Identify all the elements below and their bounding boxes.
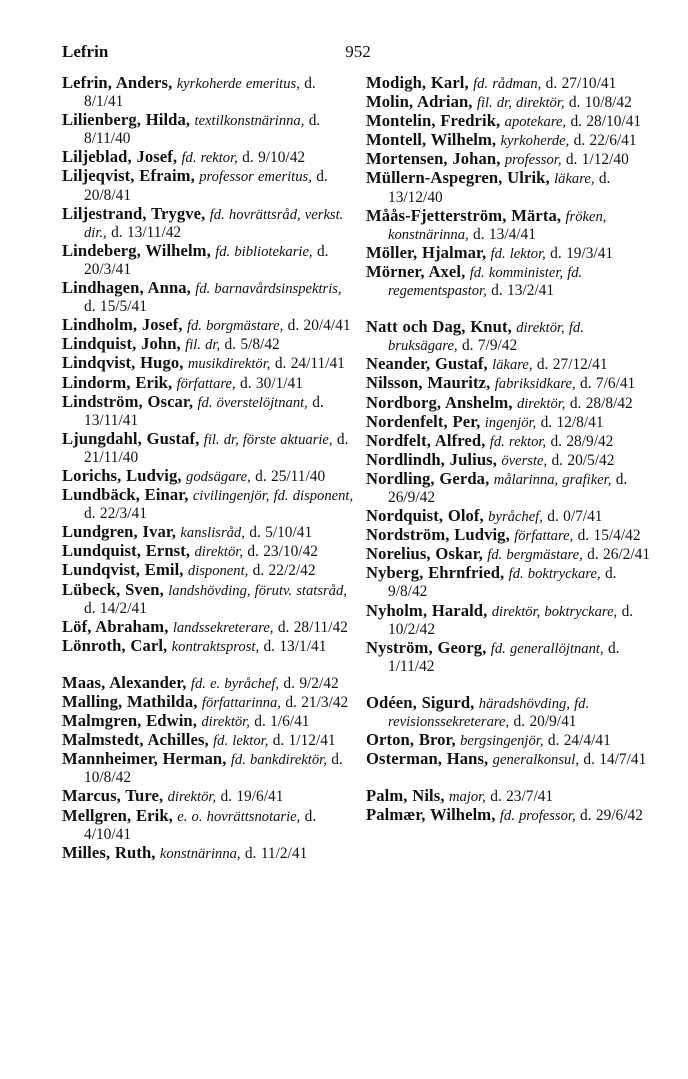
entry-title: fil. dr,	[185, 337, 221, 354]
entry-date: d. 22/3/41	[84, 505, 147, 523]
entry-date: d. 20/4/41	[287, 317, 351, 335]
obituary-entry	[62, 111, 356, 148]
entry-date: d. 30/1/41	[240, 374, 303, 392]
entry-title: överste,	[501, 452, 548, 469]
entry-title: fd. bibliotekarie,	[215, 243, 313, 260]
entry-name: Orton, Bror,	[366, 730, 456, 750]
entry-date: d. 9/10/42	[242, 149, 306, 167]
entry-title: fabriksidkare,	[494, 376, 576, 393]
entry-date: d. 20/3/41	[84, 242, 329, 278]
entry-title: författare,	[176, 375, 236, 392]
entry-title: musikdirektör,	[187, 356, 271, 373]
obituary-entry	[62, 242, 356, 279]
entry-name: Norelius, Oskar,	[366, 544, 483, 564]
obituary-entry	[366, 564, 654, 601]
entry-title: professor emeritus,	[199, 169, 312, 186]
obituary-entry	[366, 112, 654, 131]
entry-name: Marcus, Ture,	[62, 786, 164, 806]
obituary-entry	[366, 694, 654, 731]
obituary-entry	[366, 207, 654, 244]
entry-name: Lindholm, Josef,	[62, 315, 183, 335]
entry-name: Montelin, Fredrik,	[366, 111, 501, 131]
entry-title: fd. lektor,	[213, 733, 269, 750]
entry-title: kontraktsprost,	[171, 638, 260, 655]
entry-date: d. 19/3/41	[550, 244, 614, 262]
obituary-entry	[366, 526, 654, 545]
entry-title: byråchef,	[488, 509, 543, 526]
entry-date: d. 9/8/42	[388, 565, 617, 601]
entry-date: d. 5/10/41	[249, 524, 313, 542]
entry-title: kyrkoherde emeritus,	[176, 76, 300, 92]
entry-title: läkare,	[492, 357, 533, 374]
entry-title: civilingenjör, fd. disponent,	[192, 488, 354, 505]
obituary-entry	[366, 507, 654, 526]
entry-name: Nordborg, Anshelm,	[366, 392, 513, 412]
entry-date: d. 28/10/41	[570, 113, 642, 131]
entry-name: Nyström, Georg,	[366, 637, 487, 657]
entry-name: Palm, Nils,	[366, 786, 445, 806]
entry-name: Lindquist, John,	[62, 334, 181, 354]
entry-title: kanslisråd,	[180, 525, 245, 542]
entry-title: generalkonsul,	[492, 752, 580, 769]
entry-title: häradshövding, fd. revisionssekreterare,	[388, 695, 590, 730]
entry-title: fd. borgmästare,	[186, 318, 284, 335]
entry-date: d. 28/9/42	[550, 432, 614, 450]
entry-name: Palmær, Wilhelm,	[366, 805, 496, 825]
entry-name: Löf, Abraham,	[62, 616, 169, 636]
entry-name: Ljungdahl, Gustaf,	[62, 428, 200, 448]
obituary-entry	[62, 354, 356, 373]
running-head	[62, 42, 650, 64]
obituary-entry	[62, 374, 356, 393]
entry-name: Nilsson, Mauritz,	[366, 373, 491, 393]
entry-name: Liljeblad, Josef,	[62, 147, 178, 167]
entry-name: Nordfelt, Alfred,	[366, 430, 486, 450]
obituary-entry	[62, 581, 356, 618]
entry-date: d. 14/7/41	[583, 751, 647, 769]
entry-name: Nyholm, Harald,	[366, 600, 488, 620]
entry-date: d. 20/5/42	[551, 451, 615, 469]
entry-title: professor,	[504, 152, 562, 169]
entry-title: disponent,	[187, 563, 249, 580]
entry-date: d. 28/8/42	[569, 394, 633, 412]
entry-name: Lorichs, Ludvig,	[62, 465, 182, 485]
page-number: 952	[345, 42, 371, 61]
entry-name: Nyberg, Ehrnfried,	[366, 563, 505, 583]
entry-title: fil. dr, förste aktuarie,	[203, 431, 333, 448]
obituary-entry	[366, 263, 654, 300]
obituary-entry	[366, 470, 654, 507]
entry-title: fil. dr, direktör,	[476, 95, 565, 112]
entry-title: direktör,	[194, 544, 243, 561]
entry-date: d. 26/2/41	[587, 546, 651, 564]
entry-date: d. 28/11/42	[277, 618, 348, 636]
obituary-entry	[366, 318, 654, 355]
obituary-entry	[366, 432, 654, 451]
obituary-entry	[62, 674, 356, 693]
obituary-entry	[62, 731, 356, 750]
entry-title: fd. rektor,	[181, 150, 238, 167]
entry-name: Mörner, Axel,	[366, 261, 466, 281]
section-gap	[366, 676, 654, 694]
entry-title: konstnärinna,	[159, 845, 241, 862]
entry-date: d. 7/9/42	[461, 337, 518, 355]
entry-date: d. 1/12/40	[565, 151, 629, 169]
entry-title: fd. bankdirektör,	[230, 752, 327, 769]
obituary-entry	[62, 807, 356, 844]
obituary-entry	[366, 545, 654, 564]
entry-title: fd. bergmästare,	[487, 547, 583, 564]
entry-name: Lönroth, Carl,	[62, 635, 168, 655]
left-column	[62, 74, 356, 863]
entry-date: d. 10/8/42	[84, 751, 343, 787]
entry-name: Lundquist, Ernst,	[62, 541, 191, 561]
entry-name: Müllern-Aspegren, Ulrik,	[366, 168, 550, 188]
entry-date: d. 22/6/41	[573, 132, 637, 150]
entry-date: d. 8/11/40	[84, 112, 321, 148]
entry-date: d. 19/6/41	[220, 788, 284, 806]
entry-name: Odéen, Sigurd,	[366, 692, 475, 712]
entry-title: fd. barnavårdsinspektris,	[195, 281, 342, 298]
entry-name: Lundqvist, Emil,	[62, 560, 184, 580]
entry-name: Milles, Ruth,	[62, 842, 156, 862]
entry-name: Nordquist, Olof,	[366, 506, 484, 526]
entry-name: Lindström, Oscar,	[62, 391, 194, 411]
entry-date: d. 20/8/41	[84, 168, 328, 204]
entry-title: landssekreterare,	[172, 619, 274, 636]
entry-date: d. 10/8/42	[568, 94, 632, 112]
entry-name: Malmstedt, Achilles,	[62, 730, 209, 750]
entry-name: Natt och Dag, Knut,	[366, 317, 512, 337]
entry-date: d. 7/6/41	[580, 375, 636, 393]
entry-title: fd. överstelöjtnant,	[197, 394, 308, 411]
obituary-entry	[62, 844, 356, 863]
running-head-word: Lefrin	[62, 42, 109, 61]
entry-title: fd. generallöjtnant,	[490, 640, 604, 657]
entry-name: Lindqvist, Hugo,	[62, 353, 184, 373]
entry-date: d. 5/8/42	[224, 336, 280, 354]
obituary-entry	[62, 637, 356, 656]
entry-title: fröken, konstnärinna,	[388, 208, 607, 243]
entry-date: d. 22/2/42	[252, 562, 316, 580]
entry-date: d. 1/6/41	[254, 713, 310, 731]
entry-date: d. 1/12/41	[272, 732, 336, 750]
entry-title: landshövding, förutv. statsråd,	[168, 582, 347, 599]
entry-date: d. 24/11/41	[274, 355, 345, 373]
entry-date: d. 0/7/41	[547, 508, 603, 526]
entry-name: Nordling, Gerda,	[366, 468, 490, 488]
entry-name: Nordenfelt, Per,	[366, 411, 481, 431]
entry-title: godsägare,	[186, 468, 251, 485]
obituary-entry	[366, 602, 654, 639]
obituary-entry	[366, 74, 654, 93]
entry-date: d. 15/5/41	[84, 298, 147, 316]
entry-title: fd. rådman,	[473, 76, 542, 92]
entry-name: Liljeqvist, Efraim,	[62, 166, 195, 186]
entry-date: d. 13/11/42	[111, 223, 182, 241]
entry-title: fd. rektor,	[489, 433, 547, 450]
obituary-entry	[366, 806, 654, 825]
entry-name: Lindorm, Erik,	[62, 372, 173, 392]
entry-date: d. 13/4/41	[473, 225, 536, 243]
entry-date: d. 27/10/41	[545, 75, 617, 92]
entry-date: d. 21/11/40	[84, 430, 349, 466]
entry-name: Lindeberg, Wilhelm,	[62, 240, 211, 260]
obituary-entry	[366, 394, 654, 413]
obituary-entry	[62, 693, 356, 712]
entry-title: direktör,	[516, 395, 566, 412]
entry-title: e. o. hovrättsnotarie,	[177, 808, 301, 825]
entry-name: Mortensen, Johan,	[366, 149, 501, 169]
obituary-entry	[62, 750, 356, 787]
entry-title: direktör,	[167, 789, 217, 806]
entry-date: d. 23/7/41	[490, 788, 554, 806]
entry-date: d. 13/1/41	[263, 637, 327, 655]
obituary-entry	[62, 523, 356, 542]
obituary-entry	[366, 244, 654, 263]
obituary-entry	[366, 93, 654, 112]
obituary-entry	[366, 150, 654, 169]
entry-title: direktör, fd. bruksägare,	[388, 320, 584, 355]
entry-date: d. 8/1/41	[84, 75, 316, 111]
entry-name: Lefrin, Anders,	[62, 73, 173, 92]
obituary-entry	[62, 561, 356, 580]
entry-name: Måås-Fjetterström, Märta,	[366, 205, 562, 225]
entry-title: målarinna, grafiker,	[493, 471, 612, 488]
entry-title: läkare,	[554, 171, 595, 188]
obituary-entry	[62, 335, 356, 354]
entry-title: apotekare,	[504, 114, 567, 131]
entry-name: Lilienberg, Hilda,	[62, 110, 191, 130]
entry-name: Maas, Alexander,	[62, 672, 187, 692]
obituary-entry	[62, 430, 356, 467]
entry-title: textilkonstnärinna,	[194, 113, 305, 130]
entry-name: Lundgren, Ivar,	[62, 522, 177, 542]
obituary-entry	[366, 374, 654, 393]
obituary-entry	[62, 167, 356, 204]
entry-name: Lübeck, Sven,	[62, 579, 164, 599]
right-column	[366, 74, 654, 825]
section-gap	[366, 300, 654, 318]
entry-date: d. 24/4/41	[547, 732, 611, 750]
obituary-entry	[62, 205, 356, 242]
entry-date: d. 12/8/41	[540, 413, 604, 431]
obituary-entry	[366, 731, 654, 750]
entry-date: d. 15/4/42	[577, 527, 641, 545]
entry-title: bergsingenjör,	[460, 733, 544, 750]
entry-name: Malmgren, Edwin,	[62, 711, 198, 731]
obituary-entry	[62, 787, 356, 806]
entry-title: direktör, boktryckare,	[491, 603, 618, 620]
entry-title: ingenjör,	[484, 414, 537, 431]
obituary-entry	[366, 750, 654, 769]
entry-date: d. 9/2/42	[283, 674, 339, 692]
entry-date: d. 29/6/42	[579, 807, 643, 825]
entry-date: d. 13/11/41	[84, 393, 324, 429]
obituary-entry	[62, 316, 356, 335]
obituary-entry	[366, 787, 654, 806]
entry-title: författarinna,	[201, 695, 281, 711]
entry-date: d. 10/2/42	[388, 602, 634, 638]
obituary-entry	[62, 712, 356, 731]
entry-title: direktör,	[201, 714, 250, 731]
entry-date: d. 1/11/42	[388, 639, 620, 675]
entry-name: Lundbäck, Einar,	[62, 485, 189, 505]
obituary-entry	[62, 393, 356, 430]
entry-date: d. 20/9/41	[513, 713, 577, 730]
obituary-entry	[366, 131, 654, 150]
entry-date: d. 26/9/42	[388, 470, 628, 506]
entry-name: Montell, Wilhelm,	[366, 130, 497, 150]
entry-title: fd. hovrättsråd, verkst. dir.,	[84, 206, 344, 241]
entry-title: fd. komminister, fd. regementspastor,	[388, 264, 583, 300]
entry-title: fd. boktryckare,	[508, 566, 601, 583]
entry-name: Möller, Hjalmar,	[366, 242, 487, 262]
entry-title: major,	[448, 789, 486, 806]
entry-name: Osterman, Hans,	[366, 749, 489, 769]
obituary-entry	[62, 148, 356, 167]
entry-date: d. 23/10/42	[247, 543, 318, 561]
obituary-entry	[62, 467, 356, 486]
section-gap	[62, 656, 356, 674]
obituary-entry	[366, 413, 654, 432]
entry-name: Molin, Adrian,	[366, 92, 473, 112]
entry-date: d. 25/11/40	[255, 467, 326, 485]
entry-name: Lindhagen, Anna,	[62, 278, 191, 298]
entry-date: d. 14/2/41	[84, 599, 147, 617]
obituary-entry	[366, 169, 654, 206]
entry-name: Nordström, Ludvig,	[366, 525, 510, 545]
entry-title: fd. e. byråchef,	[190, 675, 280, 692]
entry-date: d. 13/12/40	[388, 170, 611, 206]
obituary-entry	[62, 279, 356, 316]
obituary-entry	[366, 355, 654, 374]
entry-date: d. 13/2/41	[491, 282, 555, 300]
entry-name: Modigh, Karl,	[366, 73, 469, 92]
entry-date: d. 27/12/41	[536, 356, 608, 374]
entry-name: Nordlindh, Julius,	[366, 449, 497, 469]
entry-date: d. 21/3/42	[285, 694, 349, 711]
entry-date: d. 11/2/41	[244, 844, 308, 862]
entry-name: Neander, Gustaf,	[366, 354, 488, 374]
entry-title: fd. lektor,	[490, 245, 546, 262]
entry-title: författare,	[514, 528, 574, 545]
section-gap	[366, 769, 654, 787]
obituary-entry	[62, 74, 356, 111]
obituary-entry	[366, 451, 654, 470]
entry-name: Liljestrand, Trygve,	[62, 203, 206, 223]
entry-title: fd. professor,	[499, 808, 576, 825]
entry-name: Mellgren, Erik,	[62, 805, 173, 825]
entry-name: Mannheimer, Herman,	[62, 749, 227, 769]
obituary-entry	[62, 542, 356, 561]
obituary-entry	[62, 618, 356, 637]
entry-date: d. 4/10/41	[84, 807, 317, 843]
obituary-entry	[366, 639, 654, 676]
entry-name: Malling, Mathilda,	[62, 692, 198, 711]
obituary-entry	[62, 486, 356, 523]
entry-title: kyrkoherde,	[500, 133, 570, 150]
